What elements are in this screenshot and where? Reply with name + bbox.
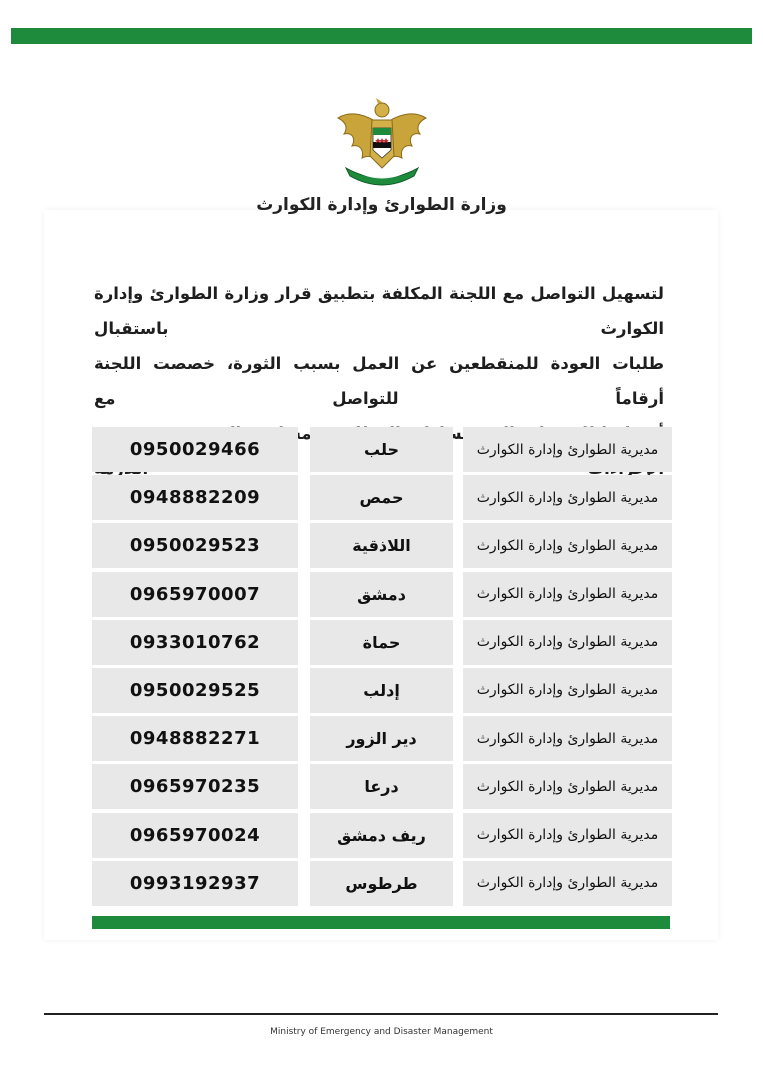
footer-divider: [44, 1013, 718, 1015]
directorate-name: مديرية الطوارئ وإدارة الكوارث: [463, 861, 672, 906]
contacts-table: [92, 427, 672, 909]
phone-number: 0950029523: [92, 523, 298, 568]
city-name: حماة: [310, 620, 453, 665]
city-name: طرطوس: [310, 861, 453, 906]
table-row: [92, 668, 672, 716]
directorate-name: مديرية الطوارئ وإدارة الكوارث: [463, 475, 672, 520]
intro-line: لتسهيل التواصل مع اللجنة المكلفة بتطبيق قرار وزارة الطوارئ وإدارة الكوارث باستقبال: [94, 284, 664, 338]
ministry-title: وزارة الطوارئ وإدارة الكوارث: [256, 195, 507, 215]
footer-text: Ministry of Emergency and Disaster Management: [270, 1027, 493, 1037]
phone-number: 0965970007: [92, 572, 298, 617]
city-name: حمص: [310, 475, 453, 520]
bottom-green-bar: [92, 916, 670, 929]
top-green-bar: [11, 28, 752, 44]
table-row: [92, 861, 672, 909]
phone-number: 0950029525: [92, 668, 298, 713]
city-name: دمشق: [310, 572, 453, 617]
intro-line: الاستفسارات: [407, 424, 515, 443]
directorate-name: مديرية الطوارئ وإدارة الكوارث: [463, 427, 672, 472]
table-row: [92, 475, 672, 523]
intro-line: طلبات العودة للمنقطعين عن العمل بسبب الثورة، خصصت اللجنة أرقاماً للتواصل مع: [94, 354, 664, 408]
city-name: دير الزور: [310, 716, 453, 761]
phone-number: 0965970235: [92, 764, 298, 809]
table-row: [92, 716, 672, 764]
phone-number: 0993192937: [92, 861, 298, 906]
table-row: [92, 813, 672, 861]
phone-number: 0950029466: [92, 427, 298, 472]
city-name: ريف دمشق: [310, 813, 453, 858]
directorate-name: مديرية الطوارئ وإدارة الكوارث: [463, 668, 672, 713]
city-name: اللاذقية: [310, 523, 453, 568]
table-row: [92, 427, 672, 475]
directorate-name: مديرية الطوارئ وإدارة الكوارث: [463, 813, 672, 858]
phone-number: 0965970024: [92, 813, 298, 858]
directorate-name: مديرية الطوارئ وإدارة الكوارث: [463, 716, 672, 761]
table-row: [92, 764, 672, 812]
phone-number: 0948882271: [92, 716, 298, 761]
directorate-name: مديرية الطوارئ وإدارة الكوارث: [463, 572, 672, 617]
directorate-name: مديرية الطوارئ وإدارة الكوارث: [463, 523, 672, 568]
table-row: [92, 523, 672, 571]
phone-number: 0948882209: [92, 475, 298, 520]
city-name: درعا: [310, 764, 453, 809]
table-row: [92, 620, 672, 668]
table-row: [92, 572, 672, 620]
city-name: إدلب: [310, 668, 453, 713]
city-name: حلب: [310, 427, 453, 472]
directorate-name: مديرية الطوارئ وإدارة الكوارث: [463, 764, 672, 809]
phone-number: 0933010762: [92, 620, 298, 665]
syrian-eagle-emblem-icon: [332, 96, 432, 188]
directorate-name: مديرية الطوارئ وإدارة الكوارث: [463, 620, 672, 665]
